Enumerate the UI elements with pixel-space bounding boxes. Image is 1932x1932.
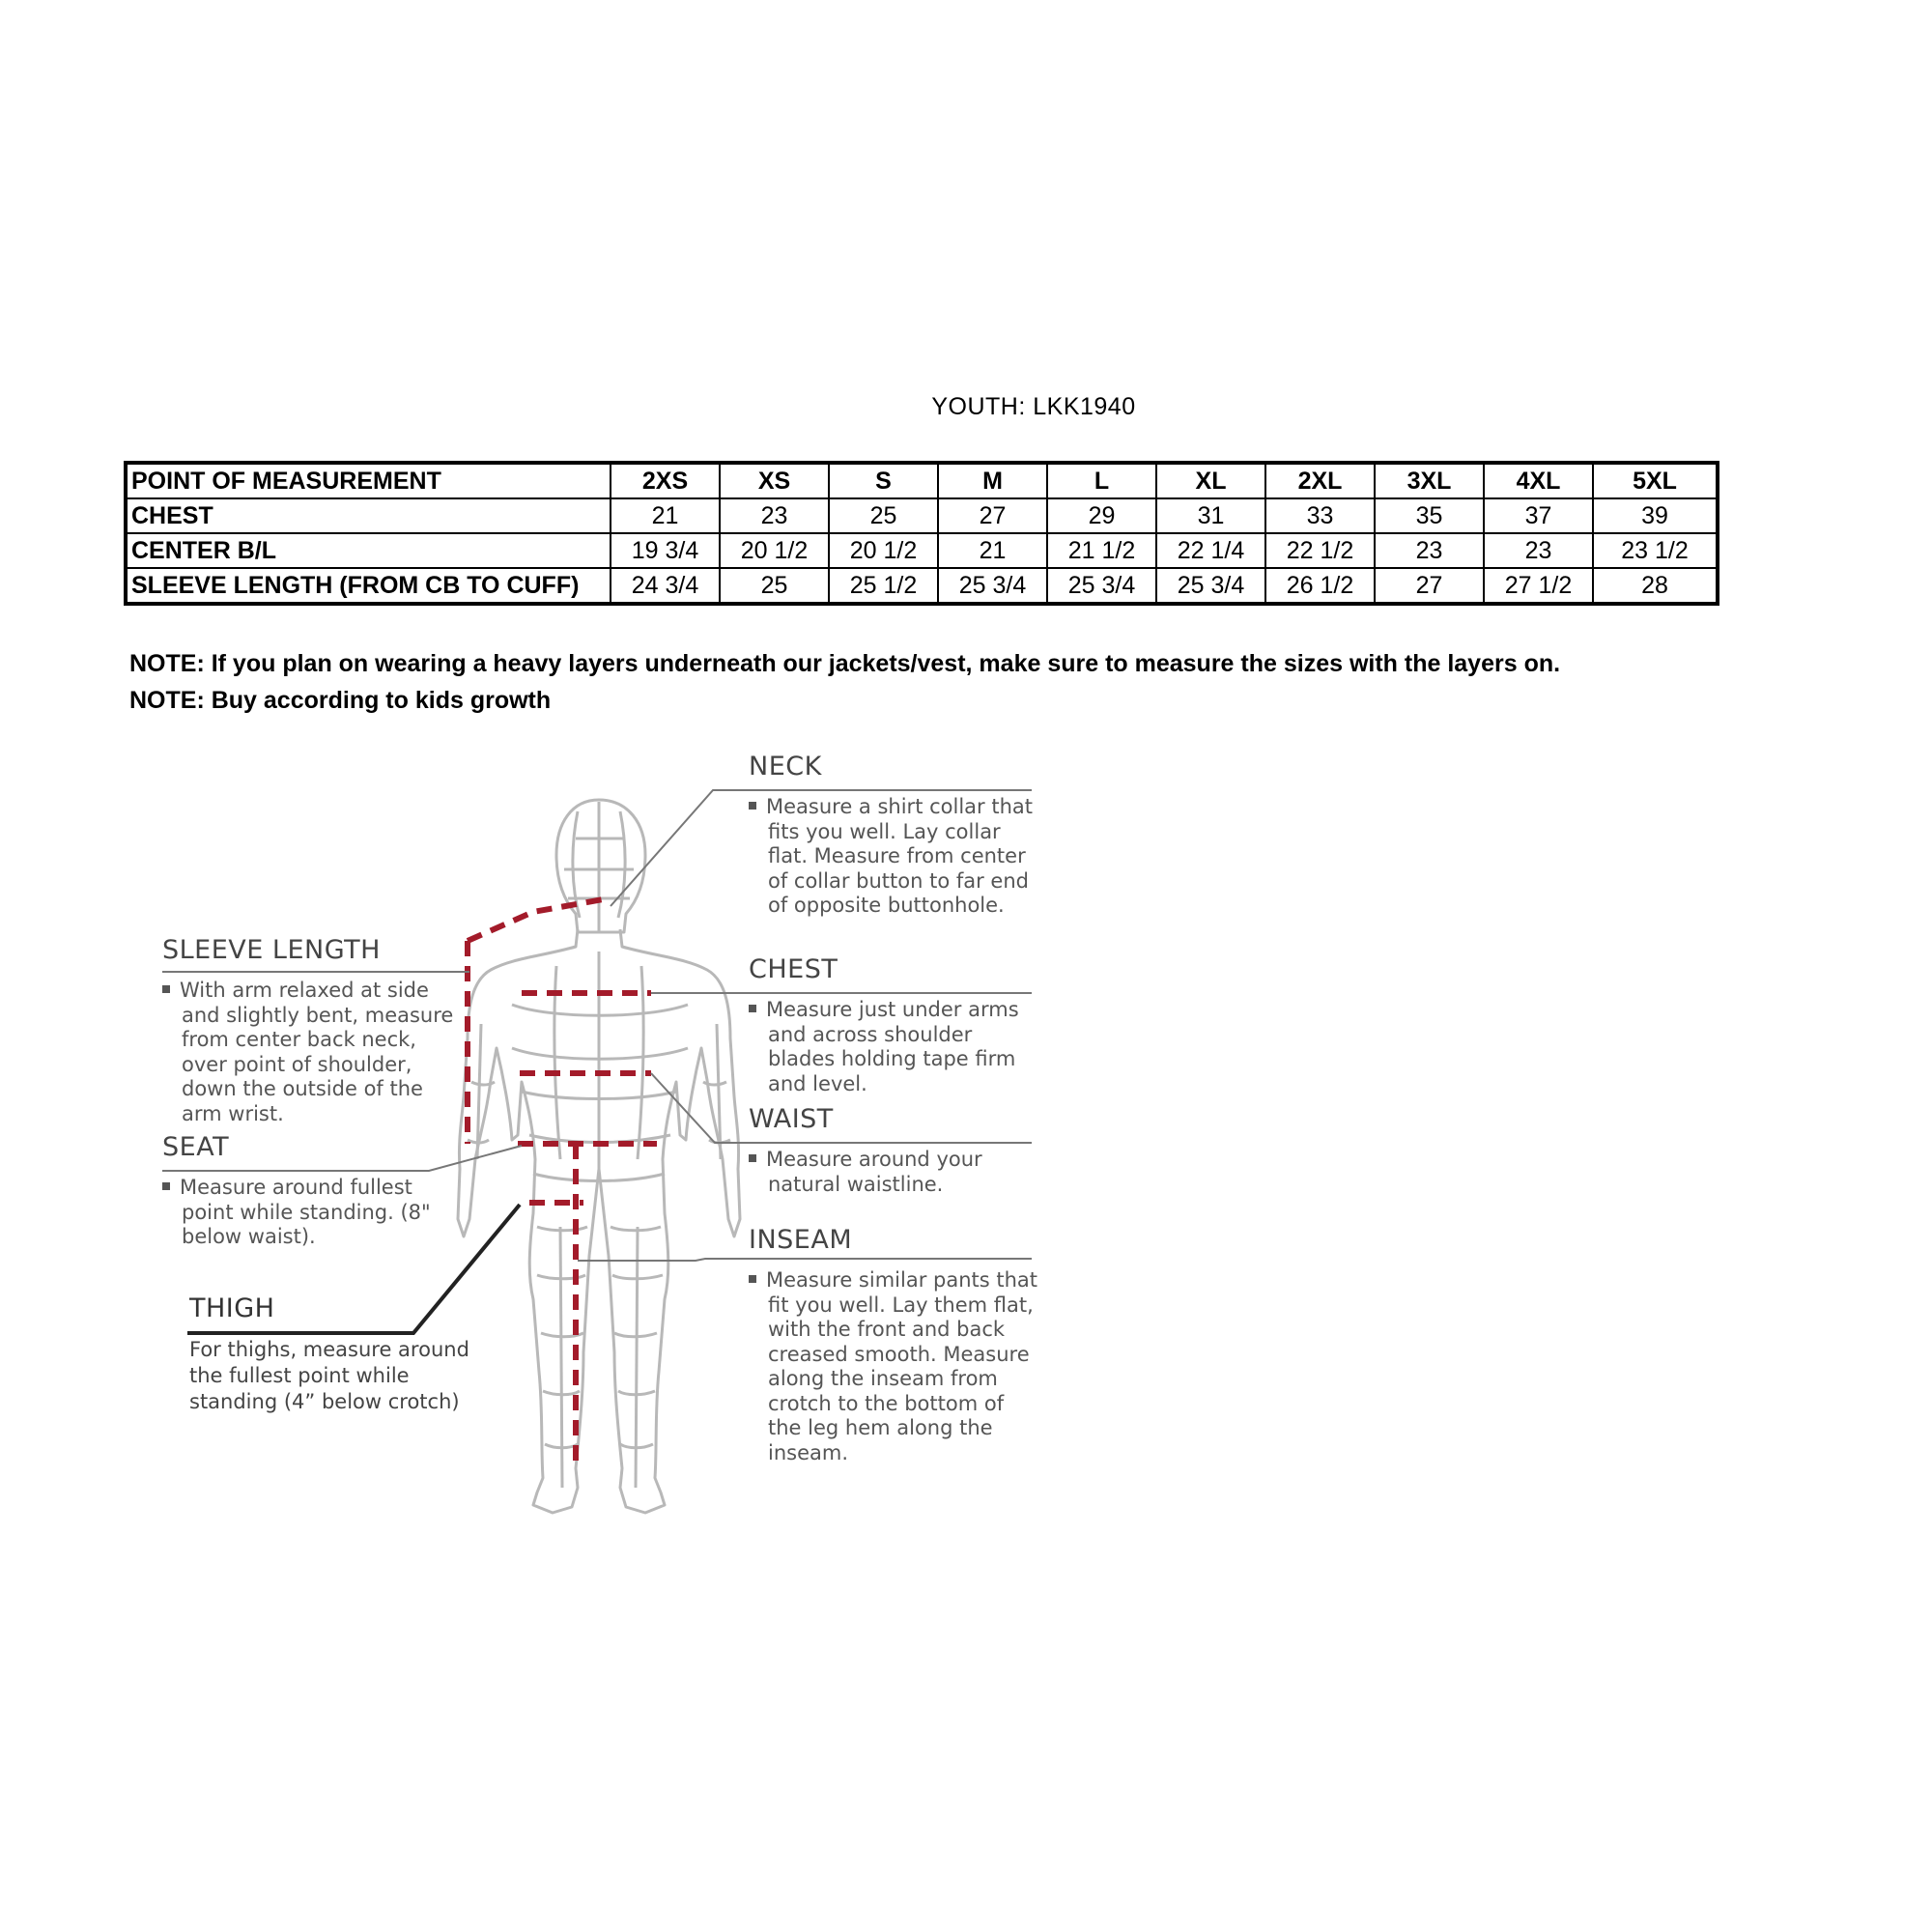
note-layers: NOTE: If you plan on wearing a heavy layers underneath our jackets/vest, make sure to measure the sizes with the layers on. [129, 650, 1561, 677]
table-cell: 37 [1484, 498, 1593, 533]
inseam-description: Measure similar pants that fit you well. Lay them flat, with the front and back creased smooth. Measure along the inseam from crotch to the bottom of the leg hem along the inseam. [766, 1268, 1038, 1464]
neck-description: Measure a shirt collar that fits you well. Lay collar flat. Measure from center of collar button to far end of opposite buttonhole. [766, 795, 1033, 917]
header-cell: 5XL [1593, 463, 1718, 498]
header-cell: XS [720, 463, 829, 498]
waist-description: Measure around your natural waistline. [766, 1148, 982, 1196]
callout-seat [162, 1132, 433, 1250]
table-cell: 39 [1593, 498, 1718, 533]
table-cell: 22 1/2 [1265, 533, 1375, 568]
table-cell: 23 [720, 498, 829, 533]
header-cell: 3XL [1375, 463, 1484, 498]
bullet-icon [749, 802, 756, 810]
header-cell: 4XL [1484, 463, 1593, 498]
chest-title: CHEST [749, 954, 838, 984]
table-cell: 26 1/2 [1265, 568, 1375, 604]
header-cell: POINT OF MEASUREMENT [126, 463, 611, 498]
bullet-icon [162, 985, 170, 993]
thigh-description: For thighs, measure around the fullest point while standing (4” below crotch) [189, 1338, 469, 1413]
bullet-icon [749, 1154, 756, 1162]
table-cell: 27 1/2 [1484, 568, 1593, 604]
table-cell: 21 [938, 533, 1047, 568]
table-cell: 24 3/4 [611, 568, 720, 604]
table-cell: 20 1/2 [829, 533, 938, 568]
inseam-title: INSEAM [749, 1225, 853, 1255]
shoulder-measure-line [468, 898, 609, 941]
table-cell: 23 1/2 [1593, 533, 1718, 568]
body-figure-outline [458, 800, 740, 1513]
bullet-icon [749, 1275, 756, 1283]
table-cell: 35 [1375, 498, 1484, 533]
table-cell: 25 [720, 568, 829, 604]
row-label: CENTER B/L [126, 533, 611, 568]
table-cell: 21 [611, 498, 720, 533]
sleeve-length-description: With arm relaxed at side and slightly bent, measure from center back neck, over point of shoulder, down the outside of the arm wrist. [180, 979, 454, 1125]
table-cell: 25 3/4 [1047, 568, 1156, 604]
seat-title: SEAT [162, 1132, 230, 1162]
header-cell: M [938, 463, 1047, 498]
table-cell: 25 3/4 [1156, 568, 1265, 604]
table-cell: 29 [1047, 498, 1156, 533]
callout-waist [749, 1104, 1038, 1197]
waist-title: WAIST [749, 1104, 834, 1134]
bullet-icon [162, 1182, 170, 1190]
callout-thigh [189, 1293, 479, 1415]
table-cell: 25 [829, 498, 938, 533]
callout-neck [749, 752, 1038, 919]
row-label: SLEEVE LENGTH (FROM CB TO CUFF) [126, 568, 611, 604]
seat-description: Measure around fullest point while standing. (8" below waist). [180, 1176, 431, 1248]
sleeve-length-title: SLEEVE LENGTH [162, 935, 381, 965]
table-cell: 33 [1265, 498, 1375, 533]
row-label: CHEST [126, 498, 611, 533]
table-cell: 25 3/4 [938, 568, 1047, 604]
table-cell: 22 1/4 [1156, 533, 1265, 568]
table-cell: 19 3/4 [611, 533, 720, 568]
header-cell: 2XL [1265, 463, 1375, 498]
chest-description: Measure just under arms and across shoulder blades holding tape firm and level. [766, 998, 1019, 1095]
header-cell: 2XS [611, 463, 720, 498]
table-cell: 28 [1593, 568, 1718, 604]
neck-title: NECK [749, 752, 822, 781]
page-title: YOUTH: LKK1940 [931, 393, 1136, 420]
table-cell: 27 [1375, 568, 1484, 604]
header-cell: S [829, 463, 938, 498]
table-cell: 23 [1484, 533, 1593, 568]
callout-sleeve-length [162, 935, 462, 1126]
table-cell: 23 [1375, 533, 1484, 568]
note-growth: NOTE: Buy according to kids growth [129, 687, 552, 714]
table-cell: 21 1/2 [1047, 533, 1156, 568]
callout-chest [749, 954, 1038, 1096]
callout-inseam [749, 1225, 1038, 1465]
header-cell: L [1047, 463, 1156, 498]
table-cell: 20 1/2 [720, 533, 829, 568]
bullet-icon [749, 1005, 756, 1012]
header-cell: XL [1156, 463, 1265, 498]
table-cell: 27 [938, 498, 1047, 533]
table-cell: 31 [1156, 498, 1265, 533]
thigh-title: THIGH [189, 1293, 275, 1323]
table-cell: 25 1/2 [829, 568, 938, 604]
